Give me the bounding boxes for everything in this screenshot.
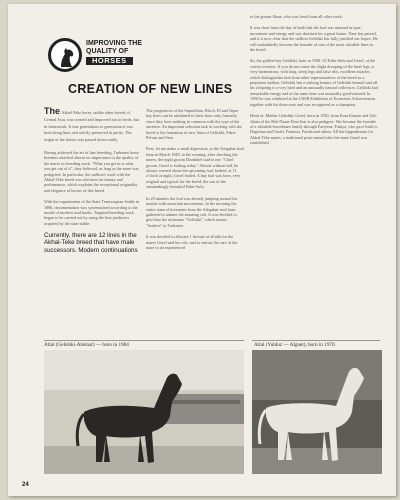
caption-left: Atlal (Gelishki-Absinat) — born in 1964 — [44, 342, 129, 348]
column-2 — [146, 108, 244, 256]
col1-paragraph-3: With the organization of the State Transcaspian Stable in 1886, documentation was systematized according to the model of modern stud books. Targeted breeding work began to be carried out by using the best producers acquired by the state stable. — [44, 199, 140, 226]
divider-right — [252, 340, 380, 341]
logo-text — [86, 40, 142, 66]
logo-line-1: IMPROVING THE — [86, 40, 143, 47]
logo-circle — [48, 38, 82, 72]
dark-horse-image — [44, 350, 244, 474]
col3-paragraph-2: It was clear from the day of birth that the foal was unusual in type, movement and energy and was destined for a great future. Time has passed, and it is now clear that the stallion Gelishki has fully justified our hopes. He will undoubtedly become the founder of one of the most valuable lines in the breed. — [250, 25, 378, 53]
grey-horse-image — [252, 350, 382, 474]
col2-paragraph-4: It was decided to allocate 1 hectare of alfalfa for the mares Gezel and her colt, and to entrust the care of the mare to an experienced — [146, 234, 238, 250]
caption-right: Atlal (Yulduz — Alguet), born in 1970. — [254, 342, 336, 348]
col2-paragraph-3: In 20 minutes the foal was already jumping around his mother with uncertain movements. In the morning the entire team of horsemen from the Ashgabat stud farm gathered to admire the amazing colt. It was decided to give him the nickname "Gelishki", which means "fearless" in Turkmen. — [146, 195, 238, 228]
section-logo — [48, 36, 143, 74]
col1-paragraph-4: Currently, there are 12 lines in the Akhal-Teke breed that have male successors. Modern continuations — [44, 232, 138, 254]
divider-left — [44, 340, 244, 341]
photo-grey-horse — [252, 350, 382, 474]
column-1 — [44, 108, 140, 260]
col3-paragraph-1: to the groom Alma, who was freed from all other work. — [250, 14, 343, 19]
logo-line-2: QUALITY OF — [86, 48, 129, 55]
photo-dark-horse — [44, 350, 244, 474]
col1-paragraph-2: Having achieved the art of line breeding, Turkmen horse breeders attached almost no importance to the quality of the mares in breeding work. "What you get in is what you get out of it", they believed, as long as the mare was pedigreed. In particular, the stallion's work with the Akhal-Teke breed was selection for beauty and performance, which explains the exceptional originality and elegance of horses of this breed. — [44, 149, 139, 193]
col2-paragraph-2: First, let me make a small digression, to the Ashgabat stud farm in March 1949, in the evening, after checking the mares, the night groom Dzuduhel said to me: "Chief groom, Gezel is foaling today." Almost without fail, he always warned about the upcoming foal. Indeed, at 11 o'clock at night, Gezel foaled. A bay foal was born, very original and typical for the breed, the son of the outstandingly beautiful Fakir-Sulu. — [146, 146, 244, 190]
lead-word: The — [44, 106, 61, 116]
col1-paragraph-1: Akhal-Teke horse, unlike other breeds of Central Asia, was created and improved not in herds, but in farmsteads. It was generations to generation it was bred along lines and strictly preserved in purity. The origin of the horses was passed down orally. — [44, 110, 140, 143]
column-3 — [250, 14, 378, 152]
logo-line-3: HORSES — [86, 57, 133, 65]
horse-head-icon — [55, 45, 79, 69]
col3-paragraph-4: Head as: Mother Gelishki; Gezel, born in 1930, from Kara Ennym and Gul-Jahan of the Bek-Nazar-Dora line is also pedigree. She became the founder of a valuable broodmare family through Fariyeue, Fakiya, who gave birth to Dagestan and Turali, Fantasia, Farida and others. All the hippodromes for Akhal-Teke mares, a traditional prize named after the mare Gezel was established. — [250, 113, 378, 146]
col3-paragraph-3: So, the golden-bay Gelishki, born in 1949. Of Fakir-Sulu and Gezel, of the correct exterior. If you do not count the slight drooping of the hind legs, is very harmonious, with long, steep legs and false ribs, excellent muscles, which distinguishes him from other representatives of the breed as a prepotent stallion. Gelishki has a striking feature of Gelishki himself and all his offspring is a very hard and an unusually natural collection. Gelishki had remarkable energy and at the same time was unusually good-natured. In 1950 he was exhibited at the USSR Exhibition of Economic Achievements together with his three sons and was recognized as a champion. — [250, 58, 378, 107]
page-number: 24 — [22, 482, 29, 488]
magazine-page — [8, 4, 396, 496]
article-title: CREATION OF NEW LINES — [68, 82, 233, 96]
col2-paragraph-1: The progenitors of the Sapadchun, Bloch, El and Topor bay lines can be attributed to these lines only formally, since they have nothing in common with the type of the ancestor. An important selection task in working with the breed is the formation of new lines of Gelishki, Fakir-Pelvan and Sere. — [146, 108, 242, 141]
